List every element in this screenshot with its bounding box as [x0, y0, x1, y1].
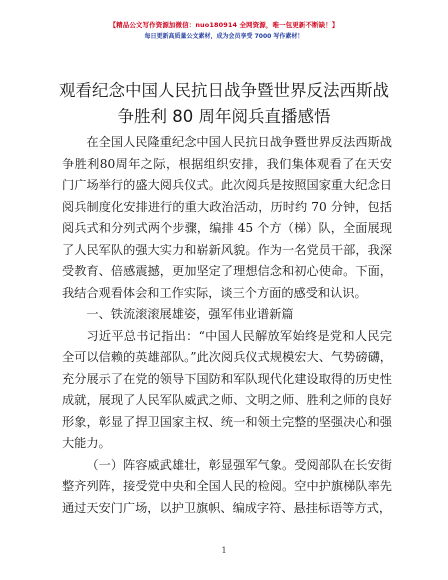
page-number: 1 [221, 546, 227, 555]
section-heading-1: 一、铁流滚滚展雄姿，强军伟业谱新篇 [86, 307, 294, 321]
document-title [40, 78, 408, 130]
paragraph-quote: 习近平总书记指出：“中国人民解放军始终是党和人民完全可以信赖的英雄部队。”此次阅兵仪式规模宏大、气势磅礴，充分展示了在党的领导下国防和军队现代化建设取得的历史性成就，展现了人民军队威武之师、文明之师、胜利之师的良好形象，彰显了捍卫国家主权、统一和领土完整的坚强决心和强大能力。 [62, 328, 392, 450]
promo-banner-line-1: 【精品公文写作资源加微信：nuo180914 全网资源，唯一包更新不断缺！】 [109, 21, 339, 29]
subsection-paragraph-1: （一）阵容威武雄壮，彰显强军气象。受阅部队在长安街整齐列阵，接受党中央和全国人民的检阅。空中护旗梯队率先通过天安门广场，以护卫旗帜、编成字符、悬挂标语等方式， [62, 457, 392, 515]
promo-banner-line-2: 每日更新高质量公文素材，成为会员享受 7000 写作素材！ [144, 33, 304, 40]
paragraph-intro: 在全国人民隆重纪念中国人民抗日战争暨世界反法西斯战争胜利80周年之际，根据组织安排，我们集体观看了在天安门广场举行的盛大阅兵仪式。此次阅兵是按照国家重大纪念日阅兵制度化安排进行的重大政治活动，历时约 70 分钟，包括阅兵式和分列式两个步骤，编排 45 个方（梯）队，全面展现了人民军队的强大实力和崭新风貌。作为一名党员干部，我深受教育、倍感震撼，更加坚定了理想信念和初心使命。下面，我结合观看体会和工作实际，谈三个方面的感受和认识。 [62, 135, 392, 300]
document-title-line-1: 观看纪念中国人民抗日战争暨世界反法西斯战 [59, 81, 389, 100]
document-body [62, 132, 392, 519]
document-title-line-2: 争胜利 80 周年阅兵直播感悟 [117, 107, 331, 126]
